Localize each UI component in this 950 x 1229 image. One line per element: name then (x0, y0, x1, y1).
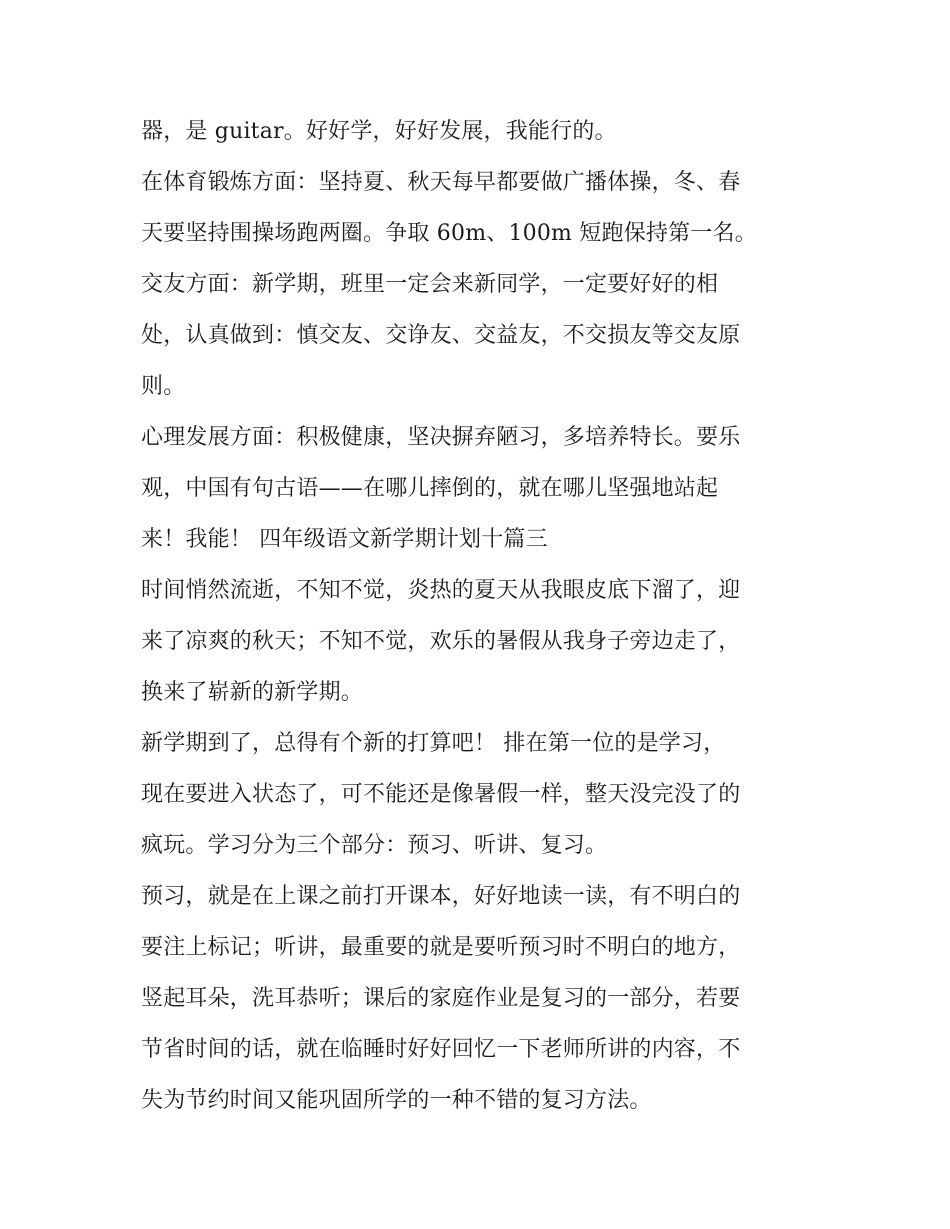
text-line: 时间悄然流逝，不知不觉，炎热的夏天从我眼皮底下溜了，迎 (141, 578, 741, 603)
text-line: 来了凉爽的秋天；不知不觉，欢乐的暑假从我身子旁边走了， (141, 629, 741, 654)
text-line: 天要坚持围操场跑两圈。争取 60m、100m 短跑保持第一名。 (141, 221, 757, 246)
text-line: 现在要进入状态了，可不能还是像暑假一样，整天没完没了的 (141, 782, 741, 807)
text-line: 交友方面：新学期，班里一定会来新同学，一定要好好的相 (141, 272, 719, 297)
text-line: 器，是 guitar。好好学，好好发展，我能行的。 (141, 119, 617, 144)
text-line: 观，中国有句古语——在哪儿摔倒的，就在哪儿坚强地站起 (141, 476, 719, 501)
text-line: 节省时间的话，就在临睡时好好回忆一下老师所讲的内容，不 (141, 1037, 741, 1062)
text-line: 预习，就是在上课之前打开课本，好好地读一读，有不明白的 (141, 884, 741, 909)
text-line: 心理发展方面：积极健康，坚决摒弃陋习，多培养特长。要乐 (141, 425, 741, 450)
text-line: 处，认真做到：慎交友、交诤友、交益友，不交损友等交友原 (141, 323, 741, 348)
text-line: 换来了崭新的新学期。 (141, 680, 364, 705)
text-line: 来！我能！ 四年级语文新学期计划十篇三 (141, 527, 548, 552)
text-line: 竖起耳朵，洗耳恭听；课后的家庭作业是复习的一部分，若要 (141, 986, 741, 1011)
text-line: 失为节约时间又能巩固所学的一种不错的复习方法。 (141, 1088, 652, 1113)
text-line: 则。 (141, 374, 186, 399)
text-line: 要注上标记；听讲，最重要的就是要听预习时不明白的地方， (141, 935, 741, 960)
text-line: 在体育锻炼方面：坚持夏、秋天每早都要做广播体操，冬、春 (141, 170, 741, 195)
document-body (141, 106, 821, 1126)
text-line: 疯玩。学习分为三个部分：预习、听讲、复习。 (141, 833, 608, 858)
text-line: 新学期到了，总得有个新的打算吧！ 排在第一位的是学习， (141, 731, 726, 756)
